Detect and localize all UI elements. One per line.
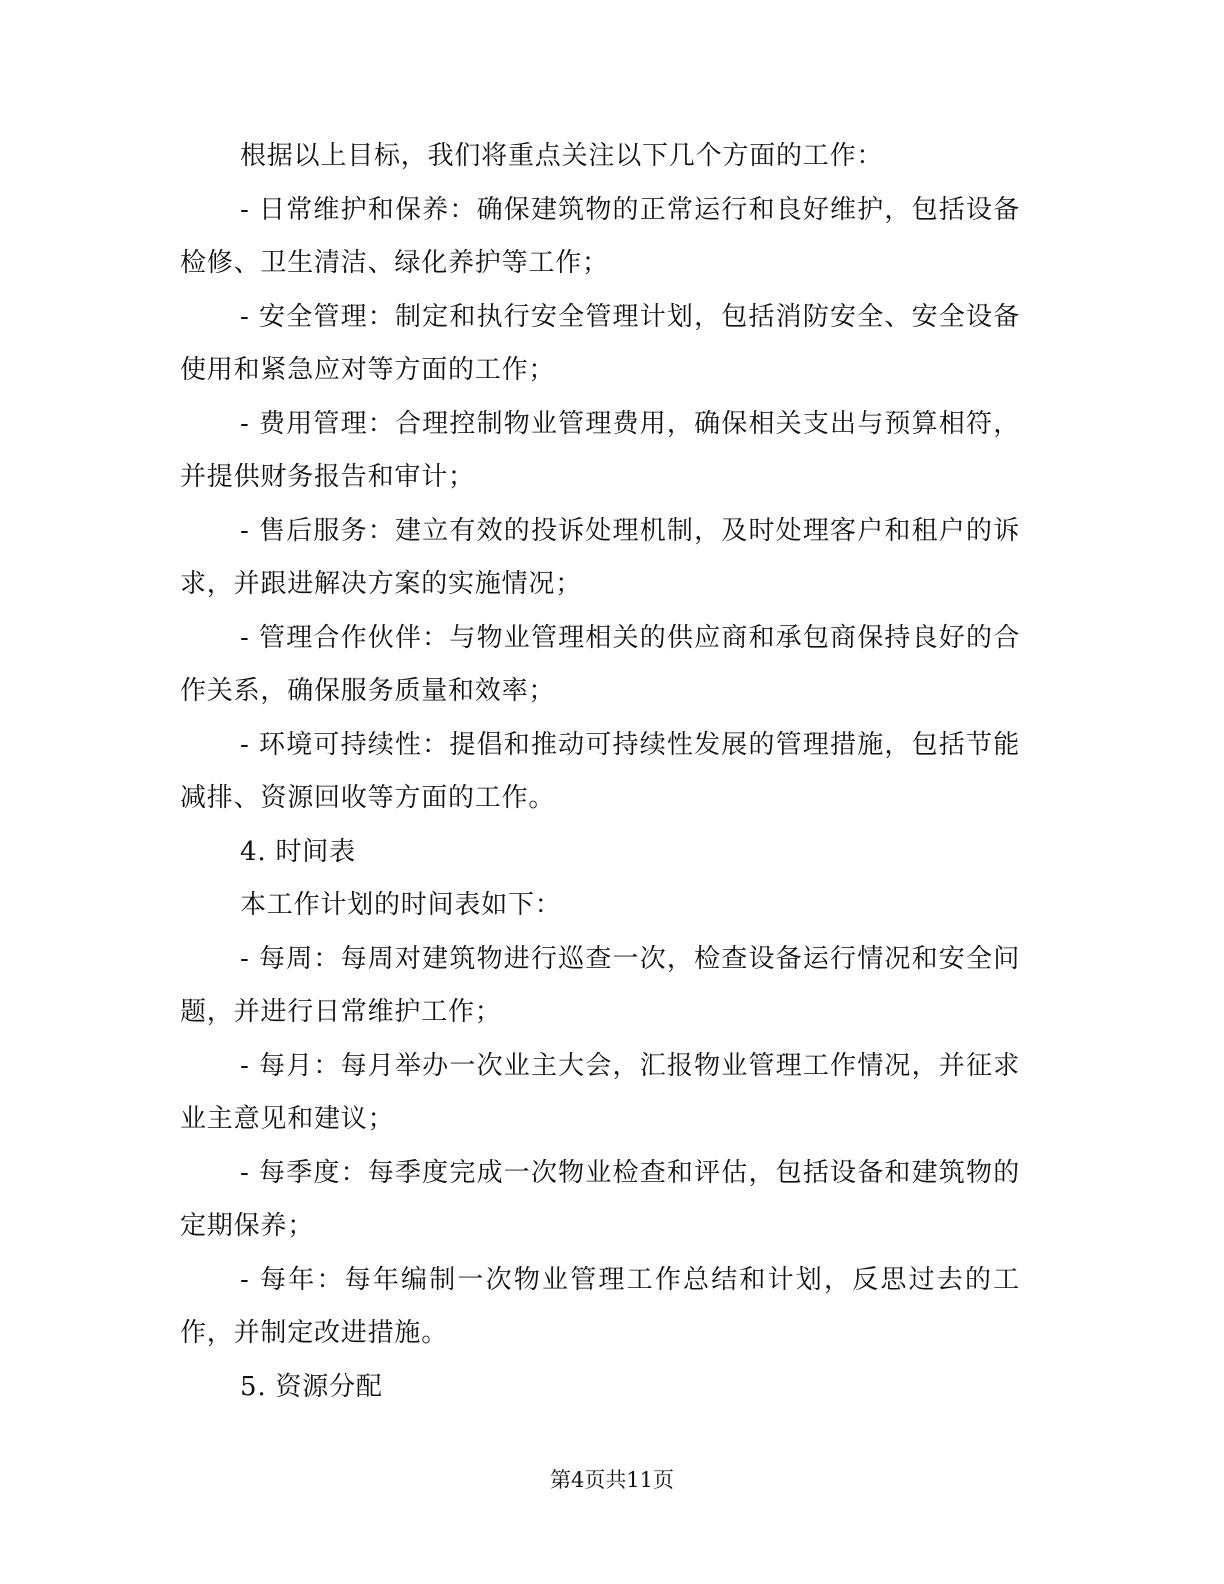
paragraph-schedule-intro: 本工作计划的时间表如下： (240, 890, 562, 920)
paragraph-sustainability: - 环境可持续性：提倡和推动可持续性发展的管理措施，包括节能减排、资源回收等方面的工作。 (180, 729, 1020, 813)
paragraph-partners: - 管理合作伙伴：与物业管理相关的供应商和承包商保持良好的合作关系，确保服务质量和效率； (180, 622, 1020, 706)
paragraph-monthly: - 每月：每月举办一次业主大会，汇报物业管理工作情况，并征求业主意见和建议； (180, 1050, 1020, 1134)
document-body (180, 130, 1020, 1414)
paragraph-intro: 根据以上目标，我们将重点关注以下几个方面的工作： (240, 141, 884, 171)
paragraph-cost-management: - 费用管理：合理控制物业管理费用，确保相关支出与预算相符，并提供财务报告和审计； (180, 408, 1020, 492)
paragraph-after-sales: - 售后服务：建立有效的投诉处理机制，及时处理客户和租户的诉求，并跟进解决方案的实施情况； (180, 515, 1020, 599)
paragraph-safety-management: - 安全管理：制定和执行安全管理计划，包括消防安全、安全设备使用和紧急应对等方面的工作； (180, 301, 1020, 385)
paragraph-weekly: - 每周：每周对建筑物进行巡查一次，检查设备运行情况和安全问题，并进行日常维护工作； (180, 943, 1020, 1027)
section-heading-resources: 5. 资源分配 (240, 1371, 383, 1402)
paragraph-yearly: - 每年：每年编制一次物业管理工作总结和计划，反思过去的工作，并制定改进措施。 (180, 1264, 1020, 1348)
paragraph-quarterly: - 每季度：每季度完成一次物业检查和评估，包括设备和建筑物的定期保养； (180, 1157, 1020, 1241)
page-number-footer: 第4页共11页 (549, 1468, 675, 1492)
paragraph-daily-maintenance: - 日常维护和保养：确保建筑物的正常运行和良好维护，包括设备检修、卫生清洁、绿化养护等工作； (180, 194, 1020, 278)
section-heading-schedule: 4. 时间表 (240, 836, 356, 867)
